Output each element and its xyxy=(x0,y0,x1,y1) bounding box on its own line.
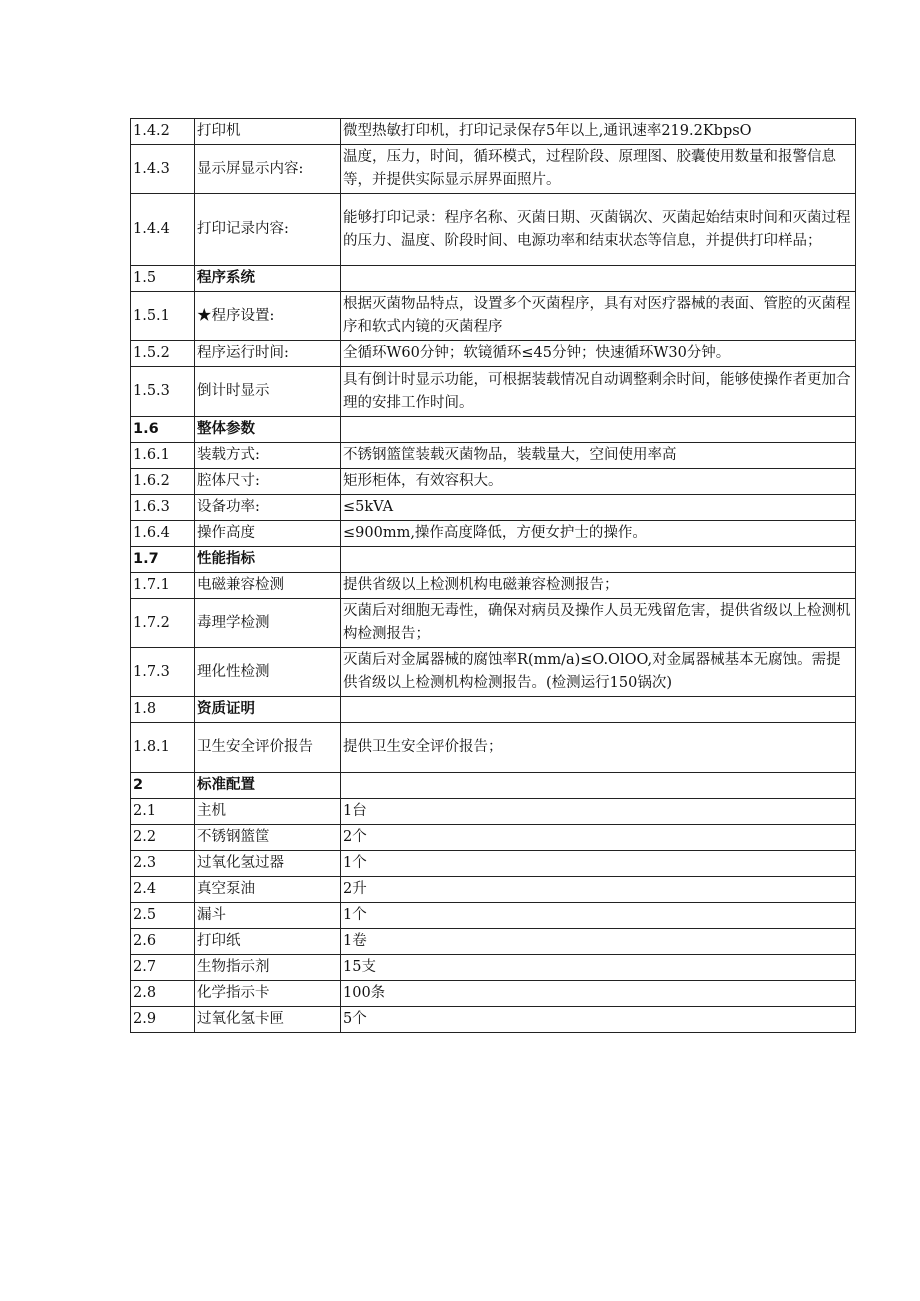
table-row xyxy=(131,981,856,1007)
item-number: 1.4.4 xyxy=(131,194,195,266)
item-description: 灭菌后对细胞无毒性，确保对病员及操作人员无残留危害，提供省级以上检测机构检测报告； xyxy=(341,599,856,648)
item-number: 2.7 xyxy=(131,955,195,981)
item-description: 100条 xyxy=(341,981,856,1007)
item-description: ≤5kVA xyxy=(341,495,856,521)
item-name: 打印纸 xyxy=(195,929,341,955)
section-number: 1.6 xyxy=(131,417,195,443)
item-number: 2.9 xyxy=(131,1007,195,1033)
item-name: 显示屏显示内容: xyxy=(195,145,341,194)
item-description: 提供省级以上检测机构电磁兼容检测报告； xyxy=(341,573,856,599)
item-number: 1.5.2 xyxy=(131,341,195,367)
table-row xyxy=(131,648,856,697)
item-description: 2升 xyxy=(341,877,856,903)
table-row xyxy=(131,723,856,773)
item-name: 过氧化氢过器 xyxy=(195,851,341,877)
section-header-row xyxy=(131,773,856,799)
section-title: 整体参数 xyxy=(195,417,341,443)
item-name: 打印机 xyxy=(195,119,341,145)
item-number: 2.3 xyxy=(131,851,195,877)
item-name: 打印记录内容: xyxy=(195,194,341,266)
spec-table xyxy=(130,118,856,1033)
item-number: 2.6 xyxy=(131,929,195,955)
item-description: 提供卫生安全评价报告； xyxy=(341,723,856,773)
item-description: 微型热敏打印机，打印记录保存5年以上,通讯速率219.2KbpsO xyxy=(341,119,856,145)
item-description xyxy=(341,773,856,799)
table-row xyxy=(131,443,856,469)
item-description: 1卷 xyxy=(341,929,856,955)
item-number: 1.6.2 xyxy=(131,469,195,495)
item-name: 不锈钢篮筐 xyxy=(195,825,341,851)
item-number: 2.8 xyxy=(131,981,195,1007)
item-description: 2个 xyxy=(341,825,856,851)
item-name: 程序运行时间: xyxy=(195,341,341,367)
item-name: 理化性检测 xyxy=(195,648,341,697)
item-name: 漏斗 xyxy=(195,903,341,929)
section-header-row xyxy=(131,697,856,723)
item-description: 温度，压力，时间，循环模式，过程阶段、原理图、胶囊使用数量和报警信息等，并提供实际显示屏界面照片。 xyxy=(341,145,856,194)
item-description: 具有倒计时显示功能，可根据装载情况自动调整剩余时间，能够使操作者更加合理的安排工作时间。 xyxy=(341,367,856,417)
item-number: 2.5 xyxy=(131,903,195,929)
item-name: 电磁兼容检测 xyxy=(195,573,341,599)
item-name: 毒理学检测 xyxy=(195,599,341,648)
item-number: 1.6.4 xyxy=(131,521,195,547)
table-row xyxy=(131,851,856,877)
item-number: 1.7.2 xyxy=(131,599,195,648)
item-number: 1.4.2 xyxy=(131,119,195,145)
item-description xyxy=(341,266,856,292)
item-description: ≤900mm,操作高度降低，方便女护士的操作。 xyxy=(341,521,856,547)
section-title: 程序系统 xyxy=(195,266,341,292)
table-row xyxy=(131,877,856,903)
section-number: 1.8 xyxy=(131,697,195,723)
table-row xyxy=(131,799,856,825)
item-description xyxy=(341,697,856,723)
table-row xyxy=(131,119,856,145)
item-description: 全循环W60分钟；软镜循环≤45分钟；快速循环W30分钟。 xyxy=(341,341,856,367)
item-number: 2.4 xyxy=(131,877,195,903)
table-row xyxy=(131,292,856,341)
table-row xyxy=(131,469,856,495)
section-header-row xyxy=(131,417,856,443)
item-name: ★程序设置: xyxy=(195,292,341,341)
section-title: 标准配置 xyxy=(195,773,341,799)
item-name: 操作高度 xyxy=(195,521,341,547)
item-number: 1.7.1 xyxy=(131,573,195,599)
item-name: 腔体尺寸: xyxy=(195,469,341,495)
item-number: 1.6.1 xyxy=(131,443,195,469)
table-row xyxy=(131,929,856,955)
section-number: 1.5 xyxy=(131,266,195,292)
item-description xyxy=(341,417,856,443)
table-row xyxy=(131,955,856,981)
table-row xyxy=(131,1007,856,1033)
item-description: 灭菌后对金属器械的腐蚀率R(mm∕a)≤O.OlOO,对金属器械基本无腐蚀。需提供省级以上检测机构检测报告。(检测运行150锅次) xyxy=(341,648,856,697)
section-number: 2 xyxy=(131,773,195,799)
item-description: 根据灭菌物品特点，设置多个灭菌程序，具有对医疗器械的表面、管腔的灭菌程序和软式内镜的灭菌程序 xyxy=(341,292,856,341)
item-number: 1.5.3 xyxy=(131,367,195,417)
table-row xyxy=(131,145,856,194)
item-name: 主机 xyxy=(195,799,341,825)
item-name: 卫生安全评价报告 xyxy=(195,723,341,773)
item-name: 化学指示卡 xyxy=(195,981,341,1007)
item-description: 5个 xyxy=(341,1007,856,1033)
item-description: 1个 xyxy=(341,851,856,877)
table-row xyxy=(131,573,856,599)
item-description: 1台 xyxy=(341,799,856,825)
table-row xyxy=(131,367,856,417)
item-number: 2.1 xyxy=(131,799,195,825)
item-name: 生物指示剂 xyxy=(195,955,341,981)
item-name: 真空泵油 xyxy=(195,877,341,903)
item-description xyxy=(341,547,856,573)
item-description: 不锈钢篮筐装载灭菌物品，装载量大，空间使用率高 xyxy=(341,443,856,469)
item-description: 能够打印记录：程序名称、灭菌日期、灭菌锅次、灭菌起始结束时间和灭菌过程的压力、温度、阶段时间、电源功率和结束状态等信息，并提供打印样品； xyxy=(341,194,856,266)
item-number: 1.8.1 xyxy=(131,723,195,773)
item-name: 倒计时显示 xyxy=(195,367,341,417)
item-name: 设备功率: xyxy=(195,495,341,521)
item-name: 过氧化氢卡匣 xyxy=(195,1007,341,1033)
item-description: 1个 xyxy=(341,903,856,929)
table-row xyxy=(131,903,856,929)
item-number: 1.4.3 xyxy=(131,145,195,194)
table-row xyxy=(131,599,856,648)
section-title: 性能指标 xyxy=(195,547,341,573)
item-name: 装载方式: xyxy=(195,443,341,469)
table-row xyxy=(131,194,856,266)
section-header-row xyxy=(131,547,856,573)
item-number: 1.6.3 xyxy=(131,495,195,521)
table-row xyxy=(131,825,856,851)
table-row xyxy=(131,495,856,521)
item-number: 2.2 xyxy=(131,825,195,851)
table-row xyxy=(131,521,856,547)
table-row xyxy=(131,341,856,367)
item-number: 1.5.1 xyxy=(131,292,195,341)
section-number: 1.7 xyxy=(131,547,195,573)
section-title: 资质证明 xyxy=(195,697,341,723)
item-description: 矩形柜体，有效容积大。 xyxy=(341,469,856,495)
section-header-row xyxy=(131,266,856,292)
item-description: 15支 xyxy=(341,955,856,981)
item-number: 1.7.3 xyxy=(131,648,195,697)
